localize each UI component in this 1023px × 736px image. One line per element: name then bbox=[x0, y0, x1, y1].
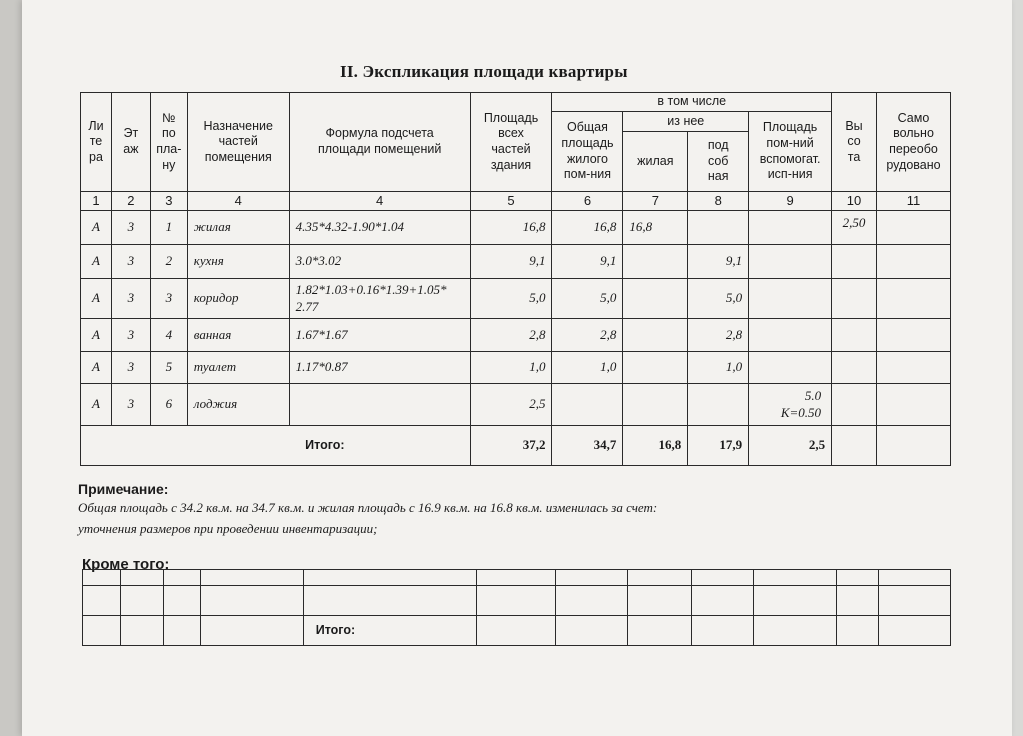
col-number: 8 bbox=[688, 192, 749, 211]
cell-total: 9,1 bbox=[470, 245, 552, 279]
cell-vysota bbox=[832, 384, 877, 426]
cell-obshch: 9,1 bbox=[552, 245, 623, 279]
krome-itogo-row bbox=[83, 616, 951, 646]
cell-no: 5 bbox=[150, 352, 187, 384]
cell-no: 1 bbox=[150, 211, 187, 245]
cell-vspom: 5.0 К=0.50 bbox=[749, 384, 832, 426]
header-iz-nee: из нее bbox=[623, 112, 749, 132]
cell-etazh: 3 bbox=[111, 211, 150, 245]
header-samovolno: Само вольно переобо рудовано bbox=[876, 93, 950, 192]
cell-obshch: 16,8 bbox=[552, 211, 623, 245]
header-formula: Формула подсчета площади помещений bbox=[289, 93, 470, 192]
cell-total: 16,8 bbox=[470, 211, 552, 245]
header-v-tom-chisle: в том числе bbox=[552, 93, 832, 112]
page-edge bbox=[0, 0, 22, 736]
itogo-zhil: 16,8 bbox=[623, 426, 688, 466]
col-number: 11 bbox=[876, 192, 950, 211]
cell-zhil bbox=[623, 319, 688, 352]
krome-togo-heading: Кроме того: bbox=[82, 556, 170, 573]
cell-samovolno bbox=[876, 211, 950, 245]
col-number: 7 bbox=[623, 192, 688, 211]
cell-zhil bbox=[623, 279, 688, 319]
note-line-1: Общая площадь с 34.2 кв.м. на 34.7 кв.м. и жилая площадь с 16.9 кв.м. на 16.8 кв.м. изменилась за счет: bbox=[78, 500, 658, 515]
cell-podsob: 1,0 bbox=[688, 352, 749, 384]
krome-itogo-label: Итого: bbox=[303, 616, 476, 646]
cell-obshch: 1,0 bbox=[552, 352, 623, 384]
cell-no: 2 bbox=[150, 245, 187, 279]
krome-togo-table bbox=[82, 569, 951, 646]
cell-obshch: 5,0 bbox=[552, 279, 623, 319]
cell-formula bbox=[289, 384, 470, 426]
cell-formula: 1.17*0.87 bbox=[289, 352, 470, 384]
col-number: 6 bbox=[552, 192, 623, 211]
cell-zhil bbox=[623, 245, 688, 279]
col-number: 4 bbox=[187, 192, 289, 211]
header-podsobnaya: под соб ная bbox=[688, 132, 749, 192]
cell-formula: 4.35*4.32-1.90*1.04 bbox=[289, 211, 470, 245]
cell-litera: А bbox=[81, 319, 112, 352]
cell-samovolno bbox=[876, 352, 950, 384]
header-zhilaya: жилая bbox=[623, 132, 688, 192]
cell-total: 2,8 bbox=[470, 319, 552, 352]
cell-litera: А bbox=[81, 279, 112, 319]
col-number: 9 bbox=[749, 192, 832, 211]
cell-litera: А bbox=[81, 384, 112, 426]
explication-table bbox=[80, 92, 951, 466]
cell-no: 6 bbox=[150, 384, 187, 426]
cell-podsob bbox=[688, 211, 749, 245]
cell-podsob: 9,1 bbox=[688, 245, 749, 279]
cell-name: ванная bbox=[187, 319, 289, 352]
header-vspomogat: Площадь пом-ний вспомогат. исп-ния bbox=[749, 112, 832, 192]
itogo-obshch: 34,7 bbox=[552, 426, 623, 466]
itogo-vspom: 2,5 bbox=[749, 426, 832, 466]
cell-name: кухня bbox=[187, 245, 289, 279]
table-row bbox=[83, 570, 951, 586]
cell-vspom bbox=[749, 319, 832, 352]
cell-zhil: 16,8 bbox=[623, 211, 688, 245]
table-row bbox=[81, 245, 951, 279]
col-number: 2 bbox=[111, 192, 150, 211]
cell-etazh: 3 bbox=[111, 319, 150, 352]
cell-vysota bbox=[832, 352, 877, 384]
cell-litera: А bbox=[81, 352, 112, 384]
table-row bbox=[81, 319, 951, 352]
cell-name: коридор bbox=[187, 279, 289, 319]
header-litera: Ли те ра bbox=[81, 93, 112, 192]
header-etazh: Эт аж bbox=[111, 93, 150, 192]
cell-total: 1,0 bbox=[470, 352, 552, 384]
cell-formula: 3.0*3.02 bbox=[289, 245, 470, 279]
cell-obshch: 2,8 bbox=[552, 319, 623, 352]
cell-formula: 1.82*1.03+0.16*1.39+1.05* 2.77 bbox=[289, 279, 470, 319]
header-vysota: Вы со та bbox=[832, 93, 877, 192]
col-number: 1 bbox=[81, 192, 112, 211]
cell-etazh: 3 bbox=[111, 245, 150, 279]
cell-litera: А bbox=[81, 245, 112, 279]
col-number: 4 bbox=[289, 192, 470, 211]
column-numbers-row bbox=[81, 192, 951, 211]
cell-no: 4 bbox=[150, 319, 187, 352]
cell-podsob: 5,0 bbox=[688, 279, 749, 319]
col-number: 10 bbox=[832, 192, 877, 211]
cell-etazh: 3 bbox=[111, 384, 150, 426]
cell-obshch bbox=[552, 384, 623, 426]
cell-total: 5,0 bbox=[470, 279, 552, 319]
cell-no: 3 bbox=[150, 279, 187, 319]
cell-samovolno bbox=[876, 384, 950, 426]
note-line-2: уточнения размеров при проведении инвентаризации; bbox=[78, 521, 378, 536]
header-no: № по пла- ну bbox=[150, 93, 187, 192]
cell-vysota: 2,50 bbox=[832, 211, 877, 245]
itogo-label: Итого: bbox=[289, 426, 470, 466]
cell-total: 2,5 bbox=[470, 384, 552, 426]
col-number: 3 bbox=[150, 192, 187, 211]
cell-formula: 1.67*1.67 bbox=[289, 319, 470, 352]
cell-samovolno bbox=[876, 279, 950, 319]
header-naznachenie: Назначение частей помещения bbox=[187, 93, 289, 192]
cell-vspom bbox=[749, 279, 832, 319]
table-row bbox=[81, 211, 951, 245]
table-row bbox=[81, 279, 951, 319]
cell-vspom bbox=[749, 352, 832, 384]
cell-samovolno bbox=[876, 245, 950, 279]
header-obshchaya: Общая площадь жилого пом-ния bbox=[552, 112, 623, 192]
cell-zhil bbox=[623, 352, 688, 384]
itogo-total: 37,2 bbox=[470, 426, 552, 466]
cell-vysota bbox=[832, 245, 877, 279]
table-row bbox=[83, 586, 951, 616]
cell-name: жилая bbox=[187, 211, 289, 245]
table-row bbox=[81, 384, 951, 426]
cell-vysota bbox=[832, 319, 877, 352]
col-number: 5 bbox=[470, 192, 552, 211]
cell-vspom bbox=[749, 211, 832, 245]
cell-vysota bbox=[832, 279, 877, 319]
table-row bbox=[81, 352, 951, 384]
cell-samovolno bbox=[876, 319, 950, 352]
itogo-row bbox=[81, 426, 951, 466]
cell-zhil bbox=[623, 384, 688, 426]
cell-name: лоджия bbox=[187, 384, 289, 426]
note-heading: Примечание: bbox=[78, 481, 169, 497]
cell-podsob: 2,8 bbox=[688, 319, 749, 352]
itogo-podsob: 17,9 bbox=[688, 426, 749, 466]
cell-etazh: 3 bbox=[111, 279, 150, 319]
cell-litera: А bbox=[81, 211, 112, 245]
cell-name: туалет bbox=[187, 352, 289, 384]
cell-vspom bbox=[749, 245, 832, 279]
cell-podsob bbox=[688, 384, 749, 426]
page-title: II. Экспликация площади квартиры bbox=[340, 62, 628, 81]
header-ploshchad-vseh: Площадь всех частей здания bbox=[470, 93, 552, 192]
cell-etazh: 3 bbox=[111, 352, 150, 384]
